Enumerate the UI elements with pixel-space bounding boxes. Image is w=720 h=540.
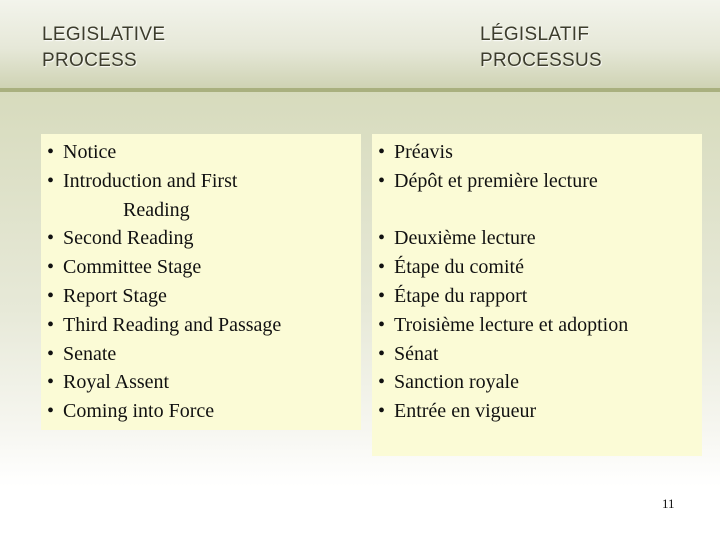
list-item-text: Sénat <box>394 342 439 365</box>
bullet: • <box>378 169 386 192</box>
list-item-text: Entrée en vigueur <box>394 400 537 423</box>
list-item <box>378 167 628 196</box>
title-french-line-1: LÉGISLATIF <box>480 24 590 45</box>
list-item-text: Notice <box>63 141 117 163</box>
english-steps-list <box>47 138 281 426</box>
list-item <box>378 397 628 426</box>
title-english-line-2: PROCESS <box>42 50 138 71</box>
list-item <box>47 397 281 426</box>
bullet: • <box>378 400 386 423</box>
list-item <box>378 253 628 282</box>
list-item-text: Royal Assent <box>63 371 170 394</box>
list-item-text: Coming into Force <box>63 400 215 423</box>
list-item <box>378 368 628 397</box>
list-item-text: Introduction and First <box>63 169 238 192</box>
bullet: • <box>378 371 386 394</box>
list-item-text: Étape du comité <box>394 256 524 279</box>
title-english-line-1: LEGISLATIVE <box>42 24 166 45</box>
list-item <box>378 311 628 340</box>
list-item-text: Troisième lecture et adoption <box>394 313 629 336</box>
bullet: • <box>378 227 386 250</box>
list-item <box>47 167 281 196</box>
list-item-text: Reading <box>123 198 190 221</box>
list-item <box>47 138 281 167</box>
list-item <box>47 282 281 311</box>
list-item-text: Étape du rapport <box>394 284 528 307</box>
page-number: 11 <box>662 496 675 511</box>
bullet: • <box>47 342 55 365</box>
list-item <box>47 340 281 369</box>
bullet: • <box>47 169 55 192</box>
list-item <box>378 282 628 311</box>
list-item-text: Dépôt et première lecture <box>394 169 598 192</box>
bullet: • <box>47 227 55 250</box>
title-french <box>480 22 602 74</box>
title-french-line-2: PROCESSUS <box>480 50 603 71</box>
list-item <box>378 340 628 369</box>
title-english <box>42 22 165 74</box>
bullet: • <box>47 284 55 307</box>
bullet: • <box>47 256 55 279</box>
list-item <box>47 368 281 397</box>
bullet: • <box>47 141 55 163</box>
bullet: • <box>378 313 386 336</box>
list-item-text: Second Reading <box>63 227 194 250</box>
list-item-text: Senate <box>63 342 117 365</box>
bullet: • <box>47 371 55 394</box>
list-item <box>378 224 628 253</box>
list-item <box>47 311 281 340</box>
english-steps-panel <box>41 134 361 430</box>
list-item-text: Sanction royale <box>394 371 519 394</box>
list-item <box>47 224 281 253</box>
list-item-text: Third Reading and Passage <box>63 313 282 336</box>
list-item-text: Committee Stage <box>63 256 202 279</box>
bullet: • <box>378 141 386 163</box>
french-steps-panel <box>372 134 702 456</box>
list-item <box>47 253 281 282</box>
french-steps-list <box>378 138 628 426</box>
bullet: • <box>378 256 386 279</box>
list-item-text: Deuxième lecture <box>394 227 536 250</box>
list-item-text: Préavis <box>394 141 453 163</box>
list-item <box>378 138 628 167</box>
bullet: • <box>47 400 55 423</box>
bullet: • <box>378 342 386 365</box>
list-item-continuation <box>47 196 281 225</box>
bullet: • <box>47 313 55 336</box>
list-item-text: Report Stage <box>63 284 167 307</box>
bullet: • <box>378 284 386 307</box>
